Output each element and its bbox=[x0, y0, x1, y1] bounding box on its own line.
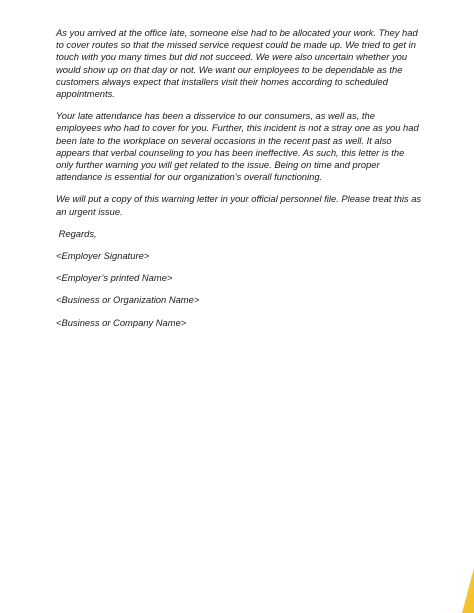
business-organization-name-placeholder: <Business or Organization Name> bbox=[56, 294, 200, 306]
employer-printed-name-placeholder: <Employer’s printed Name> bbox=[56, 272, 173, 284]
corner-accent-decoration bbox=[454, 568, 474, 613]
business-company-name-placeholder: <Business or Company Name> bbox=[56, 316, 187, 328]
employer-signature-placeholder: <Employer Signature> bbox=[56, 250, 150, 262]
paragraph-disservice: Your late attendance has been a disservice to our consumers, as well as, the employees who had to cover for you. Further, this incident is not a stray one as you had been late to the workplace on several occasions in the recent past as well. It also appears that verbal counseling to you has been ineffective. As such, this letter is the only further warning you will get related to the issue. Being on time and proper attendance is essential for our organization’s overall functioning. bbox=[56, 110, 419, 183]
letter-body bbox=[56, 27, 422, 339]
closing-regards: Regards, bbox=[56, 227, 97, 239]
corner-accent-shape bbox=[454, 568, 474, 613]
paragraph-personnel-file: We will put a copy of this warning letter in your official personnel file. Please treat this as an urgent issue. bbox=[56, 193, 422, 217]
paragraph-late-arrival: As you arrived at the office late, someone else had to be allocated your work. They had to cover routes so that the missed service request could be made up. We tried to get in touch with you many times but did not succeed. We were also uncertain whether you would show up on that day or not. We want our employees to be dependable as the customers always expect that installers visit their homes according to scheduled appointments. bbox=[56, 27, 418, 100]
